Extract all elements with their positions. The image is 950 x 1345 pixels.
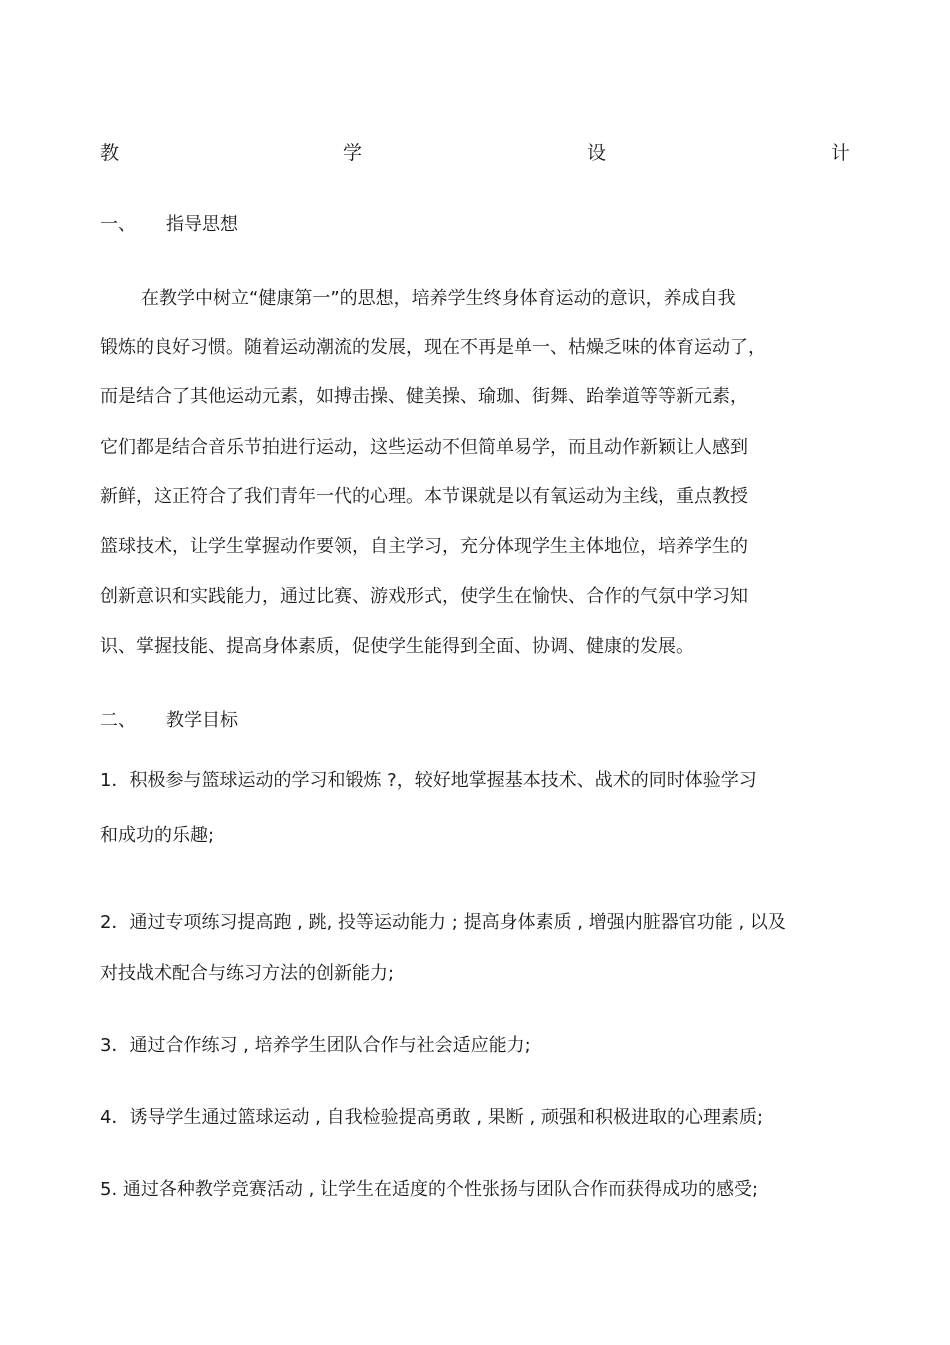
paragraph-line: 篮球技术，让学生掌握动作要领，自主学习，充分体现学生主体地位，培养学生的 [100, 536, 748, 557]
title-char-2: 学 [343, 142, 363, 164]
section-2-heading [100, 710, 238, 732]
goal-4-line-1: 4．诱导学生通过篮球运动 , 自我检验提高勇敢 , 果断 , 顽强和积极进取的心理素质; [100, 1107, 764, 1128]
paragraph-line: 在教学中树立“健康第一”的思想，培养学生终身体育运动的意识，养成自我 [141, 288, 736, 309]
goal-1-line-2: 和成功的乐趣; [100, 825, 215, 846]
section-1-heading [100, 214, 238, 236]
paragraph-line: 而是结合了其他运动元素，如搏击操、健美操、瑜珈、街舞、跆拳道等等新元素， [100, 386, 748, 407]
section-2-title: 教学目标 [166, 710, 238, 731]
goal-3-line-1: 3．通过合作练习 , 培养学生团队合作与社会适应能力; [100, 1035, 531, 1056]
title-char-4: 计 [831, 142, 851, 164]
title-char-3: 设 [587, 142, 607, 164]
goal-2-line-2: 对技战术配合与练习方法的创新能力; [100, 963, 395, 984]
paragraph-line: 锻炼的良好习惯。随着运动潮流的发展，现在不再是单一、枯燥乏味的体育运动了， [100, 337, 766, 358]
paragraph-line: 创新意识和实践能力，通过比赛、游戏形式，使学生在愉快、合作的气氛中学习知 [100, 586, 748, 607]
paragraph-line: 新鲜，这正符合了我们青年一代的心理。本节课就是以有氧运动为主线，重点教授 [100, 486, 748, 507]
section-2-number: 二、 [100, 710, 136, 731]
section-1-number: 一、 [100, 214, 136, 235]
goal-1-line-1: 1．积极参与篮球运动的学习和锻炼 ?，较好地掌握基本技术、战术的同时体验学习 [100, 770, 757, 791]
paragraph-line: 识、掌握技能、提高身体素质，促使学生能得到全面、协调、健康的发展。 [100, 636, 694, 657]
goal-2-line-1: 2．通过专项练习提高跑 , 跳, 投等运动能力 ; 提高身体素质 , 增强内脏器官功能 , 以及 [100, 912, 786, 933]
section-1-title: 指导思想 [166, 214, 238, 235]
paragraph-line: 它们都是结合音乐节拍进行运动，这些运动不但简单易学，而且动作新颖让人感到 [100, 437, 748, 458]
title-char-1: 教 [100, 142, 120, 164]
goal-5-line-1: 5. 通过各种教学竞赛活动 , 让学生在适度的个性张扬与团队合作而获得成功的感受; [100, 1179, 759, 1200]
